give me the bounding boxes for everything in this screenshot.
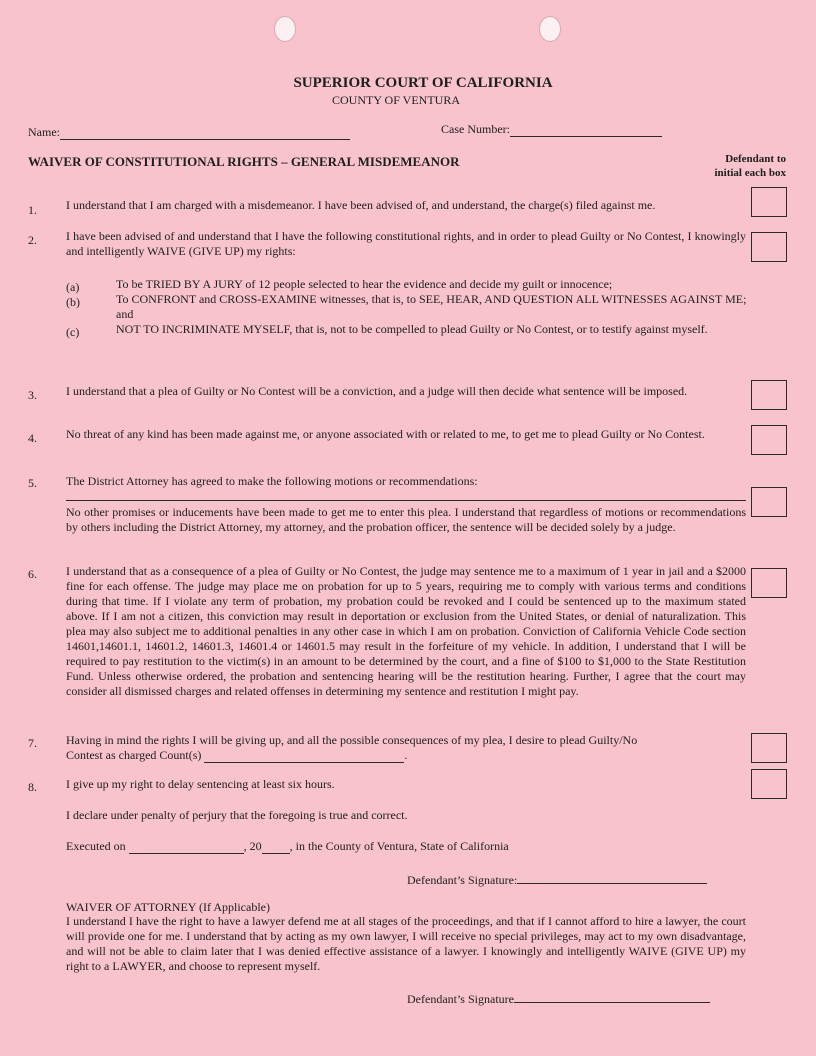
declaration-text: I declare under penalty of perjury that the foregoing is true and correct. xyxy=(66,808,408,822)
executed-year-prefix: , 20 xyxy=(243,839,262,853)
item-5-initial-box[interactable] xyxy=(751,487,787,517)
item-1-text: I understand that I am charged with a misdemeanor. I have been advised of, and understand, the charge(s) filed against me. xyxy=(66,198,656,212)
executed-year-input-line[interactable] xyxy=(262,841,290,854)
item-2-number: 2. xyxy=(28,233,37,247)
count-input-line[interactable] xyxy=(204,750,404,763)
executed-row xyxy=(66,839,509,854)
item-4-text: No threat of any kind has been made against me, or anyone associated with or related to me, to get me to plead Guilty or No Contest. xyxy=(66,427,705,441)
punch-hole-right xyxy=(539,16,561,42)
item-2-text: I have been advised of and understand that I have the following constitutional rights, and in order to plead Guilty or No Contest, I knowingly and intelligently WAIVE (GIVE UP) my rights: xyxy=(66,229,746,258)
right-c-letter: (c) xyxy=(66,325,80,339)
item-7-text2: Contest as charged Count(s) xyxy=(66,748,202,762)
item-3-number: 3. xyxy=(28,388,37,402)
item-7-initial-box[interactable] xyxy=(751,733,787,763)
item-8-initial-box[interactable] xyxy=(751,769,787,799)
attorney-waiver-title: WAIVER OF ATTORNEY (If Applicable) xyxy=(66,900,270,914)
right-b-text: To CONFRONT and CROSS-EXAMINE witnesses, that is, to SEE, HEAR, AND QUESTION ALL WITNESSES AGAINST ME; and xyxy=(116,292,747,321)
executed-date-input-line[interactable] xyxy=(129,841,244,854)
name-label: Name: xyxy=(28,125,60,139)
item-1-initial-box[interactable] xyxy=(751,187,787,217)
item-7-text: Having in mind the rights I will be giving up, and all the possible consequences of my plea, I desire to plead Guilty/No xyxy=(66,733,638,747)
signature-input-line-1[interactable] xyxy=(517,871,707,884)
item-5-text: The District Attorney has agreed to make the following motions or recommendations: xyxy=(66,474,478,488)
item-6-number: 6. xyxy=(28,567,37,581)
attorney-waiver-text: I understand I have the right to have a lawyer defend me at all stages of the proceedings, and that if I cannot afford to hire a lawyer, the court will provide one for me. I understand that by acting as my own lawyer, I will receive no special privileges, may act to my own disadvantage, and will not be able to claim later that I was denied effective assistance of a lawyer. I knowingly and intelligently WAIVE (GIVE UP) my right to a LAWYER, and choose to represent myself. xyxy=(66,914,746,973)
item-7-number: 7. xyxy=(28,736,37,750)
signature-label-1: Defendant’s Signature: xyxy=(407,873,518,887)
right-a-text: To be TRIED BY A JURY of 12 people selected to hear the evidence and decide my guilt or innocence; xyxy=(116,277,613,291)
item-4-number: 4. xyxy=(28,431,37,445)
item-6-initial-box[interactable] xyxy=(751,568,787,598)
recommendations-input-line[interactable] xyxy=(66,500,746,501)
item-5-number: 5. xyxy=(28,476,37,490)
executed-prefix: Executed on xyxy=(66,839,126,853)
right-b-letter: (b) xyxy=(66,295,80,309)
court-title: SUPERIOR COURT OF CALIFORNIA xyxy=(293,75,553,91)
signature-label-2: Defendant’s Signature xyxy=(407,992,514,1006)
signature-input-line-2[interactable] xyxy=(514,990,710,1003)
executed-suffix: , in the County of Ventura, State of California xyxy=(289,839,509,853)
signature-row-2 xyxy=(407,990,710,1007)
initial-instructions xyxy=(690,152,786,180)
right-c-text: NOT TO INCRIMINATE MYSELF, that is, not to be compelled to plead Guilty or No Contest, or to testify against myself. xyxy=(116,322,708,336)
item-8-number: 8. xyxy=(28,780,37,794)
initial-note-line1: Defendant to xyxy=(725,153,786,165)
item-3-text: I understand that a plea of Guilty or No Contest will be a conviction, and a judge will then decide what sentence will be imposed. xyxy=(66,384,688,398)
form-title: WAIVER OF CONSTITUTIONAL RIGHTS – GENERAL MISDEMEANOR xyxy=(28,154,460,169)
item-5-text2: No other promises or inducements have been made to get me to enter this plea. I understand that regardless of motions or recommendations by others including the District Attorney, my attorney, and the probation officer, the sentence will be decided solely by a judge. xyxy=(66,505,746,534)
item-3-initial-box[interactable] xyxy=(751,380,787,410)
name-row xyxy=(28,125,350,140)
case-number-row xyxy=(441,122,662,137)
punch-hole-left xyxy=(274,16,296,42)
item-1-number: 1. xyxy=(28,203,37,217)
item-4-initial-box[interactable] xyxy=(751,425,787,455)
item-8-text: I give up my right to delay sentencing at least six hours. xyxy=(66,777,335,791)
item-6-text: I understand that as a consequence of a plea of Guilty or No Contest, the judge may sentence me to a maximum of 1 year in jail and a $2000 fine for each offense. The judge may place me on probation for up to 5 years, requiring me to comply with various terms and conditions during that time. If I violate any term of probation, my probation could be revoked and I could be sentenced up to the maximum stated above. If I am not a citizen, this conviction may result in deportation or exclusion from the United States, or denial of naturalization. This plea may also subject me to additional penalties in any other case in which I am on probation. Conviction of California Vehicle Code section 14601,14601.1, 14601.2, 14601.3, 14601.4 or 14601.5 may result in the forfeiture of my vehicle. In addition, I understand that I will be required to pay restitution to the victim(s) in an amount to be determined by the court, and a fine of $100 to $1,000 to the State Restitution Fund. Unless otherwise ordered, the probation and sentencing hearing will be the restitution hearing. Further, I agree that the court may consider all dismissed charges and related offenses in determining my sentence and restitution I might pay. xyxy=(66,564,746,698)
item-7-count-row: Contest as charged Count(s) . xyxy=(66,748,408,762)
county-subtitle: COUNTY OF VENTURA xyxy=(331,93,460,107)
initial-note-line2: initial each box xyxy=(714,167,786,179)
case-number-label: Case Number: xyxy=(441,122,510,136)
case-number-input-line[interactable] xyxy=(510,124,662,137)
name-input-line[interactable] xyxy=(60,127,350,140)
signature-row-1 xyxy=(407,871,707,888)
right-a-letter: (a) xyxy=(66,280,80,294)
item-2-initial-box[interactable] xyxy=(751,232,787,262)
